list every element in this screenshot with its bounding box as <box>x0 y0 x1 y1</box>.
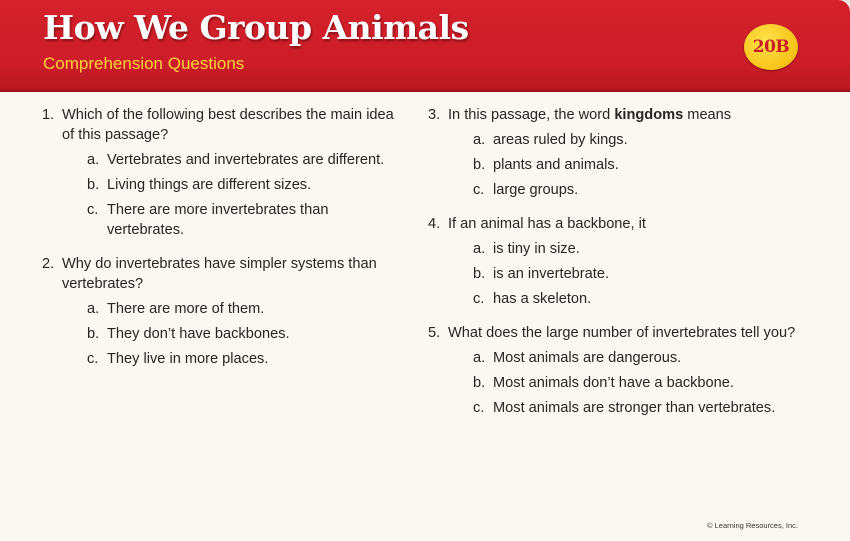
question-4 <box>428 214 798 309</box>
option-list <box>448 348 798 418</box>
option-text: Living things are different sizes. <box>107 177 312 193</box>
question-number: 5. <box>428 325 441 341</box>
option-item <box>62 150 402 170</box>
option-letter: b. <box>473 375 486 391</box>
question-2 <box>42 254 402 369</box>
option-item <box>448 398 798 418</box>
option-item <box>62 175 402 195</box>
option-text: Most animals are dangerous. <box>493 350 682 366</box>
option-letter: c. <box>87 351 99 367</box>
option-letter: a. <box>87 152 100 168</box>
option-text: They don’t have backbones. <box>107 326 290 342</box>
page-title: How We Group Animals <box>43 8 469 47</box>
question-text <box>448 105 798 125</box>
option-list <box>62 150 402 240</box>
option-text: areas ruled by kings. <box>493 132 628 148</box>
option-item <box>62 324 402 344</box>
question-number: 1. <box>42 107 55 123</box>
vocabulary-keyword: kingdoms <box>614 107 684 123</box>
question-number: 3. <box>428 107 441 123</box>
question-text: Which of the following best describes the main idea of this passage? <box>62 107 394 143</box>
card-number-badge: 20B <box>744 24 798 70</box>
option-text: There are more of them. <box>107 301 265 317</box>
left-column <box>42 105 402 383</box>
option-list <box>62 299 402 369</box>
option-item <box>448 155 798 175</box>
option-item <box>448 289 798 309</box>
copyright-notice: © Learning Resources, Inc. <box>707 521 798 530</box>
question-number: 2. <box>42 256 55 272</box>
option-letter: a. <box>473 132 486 148</box>
question-text-start: In this passage, the word <box>448 107 615 123</box>
option-text: is tiny in size. <box>493 241 580 257</box>
option-text: plants and animals. <box>493 157 619 173</box>
option-letter: a. <box>473 350 486 366</box>
header-banner <box>0 0 850 92</box>
option-item <box>448 130 798 150</box>
page-subtitle: Comprehension Questions <box>43 54 245 73</box>
question-text: If an animal has a backbone, it <box>448 216 646 232</box>
question-text: What does the large number of invertebrates tell you? <box>448 325 796 341</box>
option-item <box>448 239 798 259</box>
option-list <box>448 239 798 309</box>
option-letter: c. <box>473 291 485 307</box>
question-5 <box>428 323 798 418</box>
option-letter: b. <box>87 326 100 342</box>
option-item <box>62 200 392 240</box>
option-text: is an invertebrate. <box>493 266 610 282</box>
right-column <box>428 105 798 432</box>
option-text: There are more invertebrates than vertebrates. <box>107 202 329 238</box>
question-text-end: means <box>683 107 732 123</box>
option-item <box>448 348 798 368</box>
option-letter: b. <box>473 157 486 173</box>
option-list <box>448 130 798 200</box>
option-item <box>448 373 798 393</box>
option-letter: c. <box>473 182 485 198</box>
option-letter: a. <box>87 301 100 317</box>
option-text: large groups. <box>493 182 579 198</box>
option-item <box>448 180 798 200</box>
question-number: 4. <box>428 216 441 232</box>
option-text: has a skeleton. <box>493 291 592 307</box>
question-3 <box>428 105 798 200</box>
option-item <box>62 299 402 319</box>
option-item <box>62 349 402 369</box>
option-text: They live in more places. <box>107 351 269 367</box>
option-letter: c. <box>87 202 99 218</box>
option-letter: a. <box>473 241 486 257</box>
option-item <box>448 264 798 284</box>
option-letter: c. <box>473 400 485 416</box>
option-text: Most animals don’t have a backbone. <box>493 375 734 391</box>
option-letter: b. <box>87 177 100 193</box>
option-text: Most animals are stronger than vertebrates. <box>493 400 776 416</box>
option-letter: b. <box>473 266 486 282</box>
question-text: Why do invertebrates have simpler systems than vertebrates? <box>62 256 377 292</box>
question-1 <box>42 105 402 240</box>
option-text: Vertebrates and invertebrates are different. <box>107 152 385 168</box>
